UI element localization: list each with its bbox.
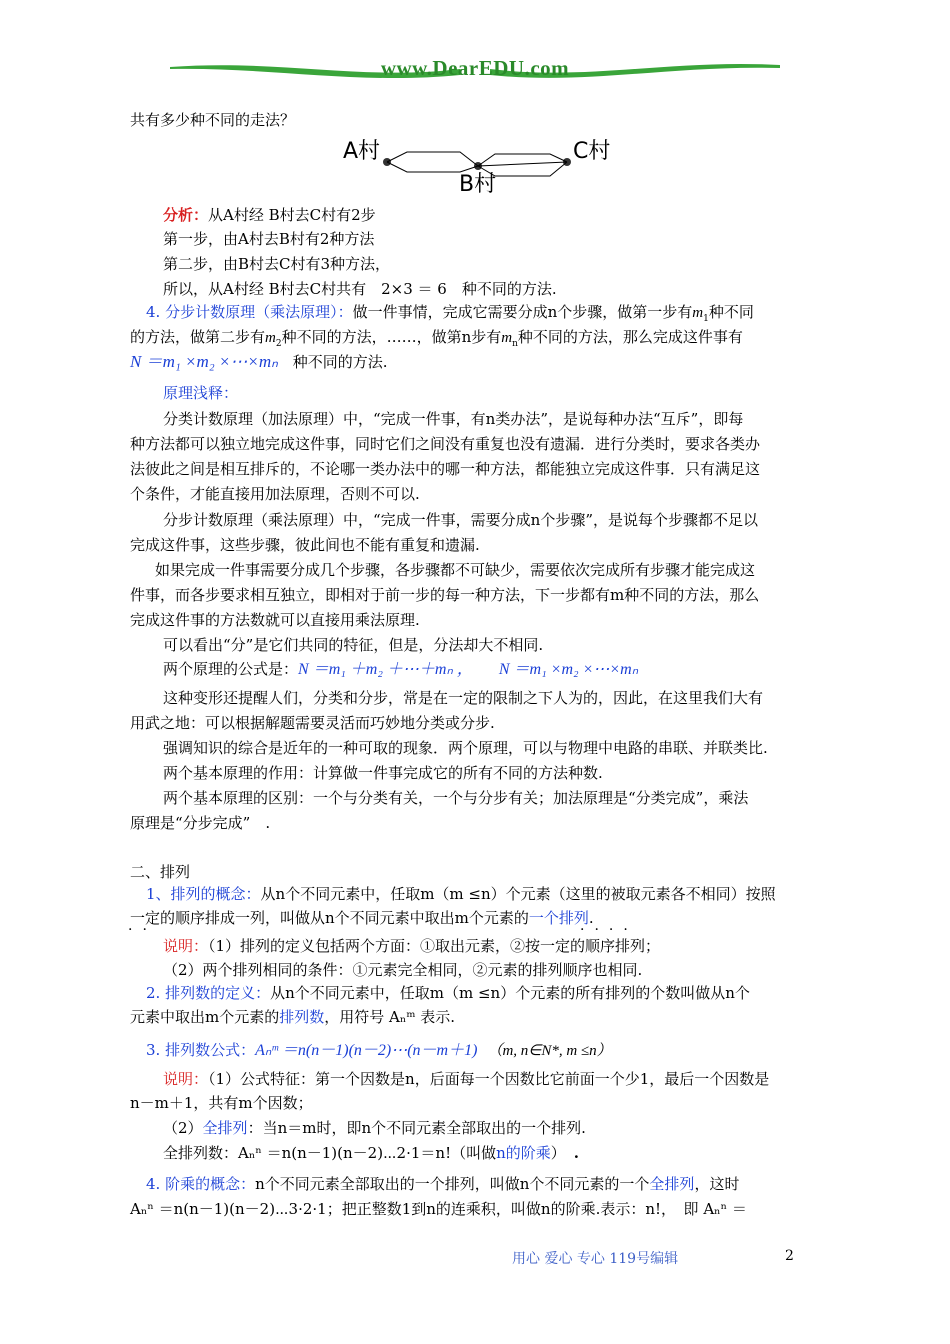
- text-line: 共有多少种不同的走法？: [130, 111, 296, 129]
- site-header: www.DearEDU.com: [380, 56, 570, 80]
- emphasis-dots: ·​·​·​·: [580, 922, 638, 938]
- formula-condition: （m, n∈N*, m ≤n）: [487, 1043, 612, 1059]
- permutation-formula-line: [146, 1040, 612, 1061]
- route-ab-2: [387, 162, 478, 172]
- text-span: （1）公式特征：第一个因数是n，后面每一个因数比它前面一个少1，最后一个因数是: [208, 1070, 770, 1088]
- text-span: 种不同的方法.: [292, 353, 388, 371]
- text-span: .: [573, 1144, 580, 1162]
- math-sub: n: [512, 339, 518, 349]
- text-line: 第二步，由B村去C村有3种方法，: [163, 255, 391, 273]
- village-b-label: B村: [459, 172, 497, 197]
- sum-formula: N ＝m₁ ＋m₂ ＋⋯＋mₙ ，: [298, 661, 473, 678]
- permutation-formula: Aₙᵐ ＝n(n－1)(n－2)⋯(n－m＋1): [255, 1042, 478, 1059]
- text-span: 两个原理的公式是：: [163, 660, 299, 678]
- village-route-diagram: [335, 133, 625, 199]
- text-span: n个不同元素全部取出的一个排列，叫做n个不同元素的一个: [255, 1175, 650, 1193]
- permutation-term: 一个排列: [528, 909, 589, 927]
- text-line: [163, 1143, 579, 1163]
- text-line: （2）两个排列相同的条件：①元素完全相同，②元素的排列顺序也相同.: [163, 961, 643, 979]
- explanation-heading: 原理浅释：: [163, 384, 239, 402]
- product-formula-2: N ＝m₁ ×m₂ ×⋯×mₙ: [498, 661, 639, 678]
- village-a-label: A村: [343, 139, 381, 164]
- text-span: 一定的顺序排成一列，叫做从n个不同元素中取出m个元素的: [130, 909, 529, 927]
- text-span: （2）: [163, 1119, 203, 1137]
- text-line: 如果完成一件事需要分成几个步骤，各步骤都不可缺少，需要依次完成所有步骤才能完成这: [155, 561, 756, 579]
- text-line: [163, 1118, 586, 1138]
- principle-4-line: [146, 302, 754, 329]
- text-line: 两个基本原理的作用：计算做一件事完成它的所有不同的方法种数.: [163, 764, 603, 782]
- text-line: 两个基本原理的区别：一个与分类有关，一个与分步有关；加法原理是“分类完成”，乘法: [163, 789, 749, 807]
- formulas-line: [163, 659, 638, 680]
- text-span: ，用符号 Aₙᵐ 表示.: [324, 1008, 456, 1026]
- text-line: [130, 908, 594, 928]
- full-permutation-term: 全排列: [202, 1119, 248, 1137]
- permutation-concept-line: [146, 884, 776, 904]
- text-span: ，这时: [694, 1175, 740, 1193]
- product-formula: N ＝m₁ ×m₂ ×⋯×mₙ: [130, 352, 278, 371]
- permutation-number-term: 排列数: [279, 1008, 325, 1026]
- permutation-number-title: 2. 排列数的定义：: [146, 984, 271, 1002]
- permutation-number-line: [146, 983, 750, 1003]
- section-heading: 二、排列: [130, 863, 191, 881]
- text-span: 全排列数：Aₙⁿ ＝n(n－1)(n－2)⋯2·1＝n!（叫做: [163, 1144, 497, 1162]
- analysis-line: [163, 205, 376, 225]
- text-line: 完成这件事，这些步骤，彼此间也不能有重复和遗漏.: [130, 536, 480, 554]
- formula-line: [130, 352, 388, 372]
- text-line: 第一步，由A村去B村有2种方法: [163, 230, 375, 248]
- page-number: 2: [785, 1248, 794, 1264]
- analysis-label: 分析：: [163, 206, 209, 224]
- village-c-label: C村: [573, 139, 611, 164]
- math-m: m: [692, 305, 704, 321]
- text-line: 这种变形还提醒人们，分类和分步，常是在一定的限制之下人为的，因此，在这里我们大有: [163, 689, 764, 707]
- text-line: 用武之地：可以根据解题需要灵活而巧妙地分类或分步.: [130, 714, 495, 732]
- factorial-concept-line: [146, 1174, 739, 1194]
- text-line: 种方法都可以独立地完成这件事，同时它们之间没有重复也没有遗漏．进行分类时，要求各类办: [130, 435, 761, 453]
- text-span: ：当n＝m时，即n个不同元素全部取出的一个排列.: [247, 1119, 586, 1137]
- text-line: 可以看出“分”是它们共同的特征，但是，分法却大不相同.: [163, 636, 544, 654]
- text-line: 所以，从A村经 B村去C村共有 2×3 ＝ 6 种不同的方法.: [163, 280, 557, 298]
- note-line: [163, 936, 660, 956]
- principle-4-title: 4. 分步计数原理（乘法原理）：: [146, 303, 353, 321]
- page-footer: 用心 爱心 专心 119号编辑: [512, 1251, 679, 1267]
- text-line: 分步计数原理（乘法原理）中，“完成一件事，需要分成n个步骤”，是说每个步骤都不足以: [163, 511, 759, 529]
- text-span: 从n个不同元素中，任取m（m ≤n）个元素（这里的被取元素各不相同）按照: [260, 885, 776, 903]
- text-span: ）: [550, 1144, 566, 1162]
- permutation-concept-title: 1、排列的概念：: [146, 885, 261, 903]
- text-line: [130, 1007, 455, 1027]
- text-span: 种不同: [708, 303, 754, 321]
- route-ab-1: [387, 152, 478, 166]
- text-span: .: [588, 909, 594, 927]
- text-line: 法彼此之间是相互排斥的，不论哪一类办法中的哪一种方法，都能独立完成这件事．只有满足这: [130, 460, 761, 478]
- text-span: （1）排列的定义包括两个方面：①取出元素，②按一定的顺序排列；: [208, 937, 661, 955]
- text-span: 从n个不同元素中，任取m（m ≤n）个元素的所有排列的个数叫做从n个: [270, 984, 750, 1002]
- text-line: 强调知识的综合是近年的一种可取的现象．两个原理，可以与物理中电路的串联、并联类比.: [163, 739, 768, 757]
- math-sub: 2: [275, 339, 282, 349]
- note-label: 说明：: [163, 937, 209, 955]
- factorial-concept-title: 4. 阶乘的概念：: [146, 1175, 256, 1193]
- text-span: 种不同的方法，那么完成这件事有: [517, 328, 743, 346]
- note-label: 说明：: [163, 1070, 209, 1088]
- text-span: 做一件事情，完成它需要分成n个步骤，做第一步有: [352, 303, 693, 321]
- analysis-text: 从A村经 B村去C村有2步: [208, 206, 376, 224]
- full-permutation-term: 全排列: [649, 1175, 695, 1193]
- text-line: 原理是“分步完成” .: [130, 814, 271, 832]
- text-span: 的方法，做第二步有: [130, 328, 266, 346]
- math-sub: 1: [703, 314, 709, 324]
- factorial-term: n的阶乘: [496, 1144, 551, 1162]
- text-line: n－m＋1，共有m个因数；: [130, 1094, 313, 1112]
- text-line: Aₙⁿ ＝n(n－1)(n－2)⋯3·2·1；把正整数1到n的连乘积，叫做n的阶乘.表示：n!， 即 Aₙⁿ ＝: [130, 1200, 747, 1218]
- permutation-formula-title: 3. 排列数公式：: [146, 1041, 256, 1059]
- text-line: 个条件，才能直接用加法原理，否则不可以.: [130, 485, 420, 503]
- math-m: m: [265, 330, 276, 346]
- text-line: [130, 327, 743, 354]
- text-line: 完成这件事的方法数就可以直接用乘法原理.: [130, 611, 420, 629]
- note-line: [163, 1069, 769, 1089]
- text-line: 分类计数原理（加法原理）中，“完成一件事，有n类办法”，是说每种办法“互斥”，即每: [163, 410, 744, 428]
- math-m: m: [501, 330, 513, 346]
- route-bc-2: [478, 162, 567, 166]
- text-span: 元素中取出m个元素的: [130, 1008, 280, 1026]
- text-span: 种不同的方法，……，做第n步有: [281, 328, 502, 346]
- text-line: 件事，而各步要求相互独立，即相对于前一步的每一种方法，下一步都有m种不同的方法，那么: [130, 586, 760, 604]
- emphasis-dots: ·​·: [128, 922, 157, 938]
